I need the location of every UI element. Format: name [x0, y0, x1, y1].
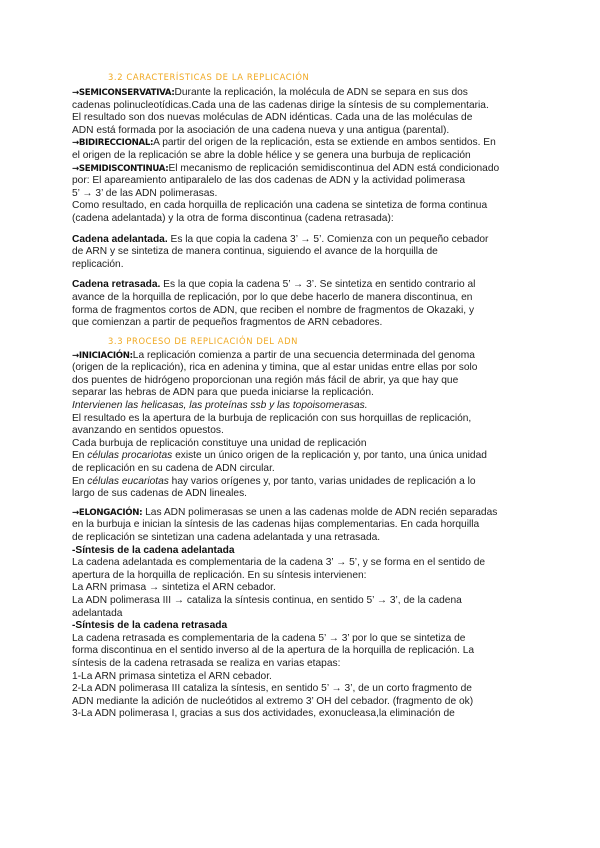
paragraph-line: apertura de la horquilla de replicación. En su síntesis intervienen:	[72, 569, 367, 581]
paragraph-line: cadenas polinucleotídicas.Cada una de las cadenas dirige la síntesis de su complementaria.	[72, 99, 489, 111]
paragraph-line: Como resultado, en cada horquilla de replicación una cadena se sintetiza de forma continua	[72, 200, 488, 212]
term-cadena-adelantada: Cadena adelantada.	[72, 233, 168, 245]
paragraph-line: 5’ → 3’ de las ADN polimerasas.	[72, 187, 218, 199]
paragraph-line: que comienzan a partir de pequeños fragmentos de ARN cebadores.	[72, 317, 383, 329]
paragraph-line: ADN mediante la adición de nucleótidos al extremo 3’ OH del cebador. (fragmento de ok)	[72, 695, 474, 707]
term-cadena-retrasada: Cadena retrasada.	[72, 279, 161, 291]
section-heading-characteristics: 3.2 CARACTERÍSTICAS DE LA REPLICACIÓN	[108, 72, 310, 82]
paragraph-line: →SEMICONSERVATIVA:Durante la replicación, la molécula de ADN se separa en sus dos	[72, 87, 468, 98]
subheading-sintesis-adelantada: -Síntesis de la cadena adelantada	[72, 544, 235, 556]
paragraph-line: En células eucariotas hay varios orígenes y, por tanto, varias unidades de replicación a lo	[72, 475, 476, 487]
paragraph-line: síntesis de la cadena retrasada se realiza en varias etapas:	[72, 657, 341, 669]
paragraph-line: forma discontinua en el sentido inverso al de la apertura de la horquilla de replicación. La	[72, 645, 475, 657]
paragraph-line: Cada burbuja de replicación constituye una unidad de replicación	[72, 437, 367, 449]
paragraph-line: ADN está formada por la asociación de una cadena nueva y una antigua (parental).	[72, 124, 450, 136]
paragraph-line: 1-La ARN primasa sintetiza el ARN cebador.	[72, 670, 272, 682]
paragraph-line: el origen de la replicación se abre la doble hélice y se genera una burbuja de replicación	[72, 149, 471, 161]
tag-semidiscontinua: →SEMIDISCONTINUA:	[72, 163, 169, 174]
paragraph-line: de replicación se sintetizan una cadena adelantada y una retrasada.	[72, 532, 381, 543]
paragraph-line: replicación.	[72, 258, 124, 270]
paragraph-line: En células procariotas existe un único origen de la replicación y, por tanto, una única unidad	[72, 450, 487, 462]
paragraph-line: adelantada	[72, 607, 123, 619]
tag-bidireccional: →BIDIRECCIONAL:	[72, 138, 154, 149]
paragraph-line: dos puentes de hidrógeno proporcionan una región más fácil de abrir, ya que hay que	[72, 374, 459, 386]
paragraph-line: La ARN primasa → sintetiza el ARN cebador.	[72, 582, 276, 594]
paragraph-line: Intervienen las helicasas, las proteínas ssb y las topoisomerasas.	[72, 400, 368, 412]
paragraph-line: forma de fragmentos cortos de ADN, que reciben el nombre de fragmentos de Okazaki, y	[72, 304, 475, 316]
paragraph-line: →SEMIDISCONTINUA:El mecanismo de replicación semidiscontinua del ADN está condicionado	[72, 162, 500, 174]
paragraph-line: →ELONGACIÓN: Las ADN polimerasas se unen a las cadenas molde de ADN recién separadas	[72, 506, 498, 518]
paragraph-line: de ARN y se sintetiza de manera continua, siguiendo el avance de la horquilla de	[72, 246, 438, 258]
paragraph-line: 2-La ADN polimerasa III cataliza la síntesis, en sentido 5’ → 3’, de un corto fragmento de	[72, 683, 472, 695]
paragraph-line: separar las hebras de ADN para que pueda iniciarse la replicación.	[72, 387, 374, 399]
document-page	[72, 70, 528, 721]
paragraph-line: largo de sus cadenas de ADN lineales.	[72, 488, 247, 500]
paragraph-line: →BIDIRECCIONAL:A partir del origen de la replicación, esta se extiende en ambos sentidos. En	[72, 137, 496, 149]
paragraph-line: Cadena adelantada. Es la que copia la cadena 3’ → 5’. Comienza con un pequeño cebador	[72, 233, 489, 245]
paragraph-line: Cadena retrasada. Es la que copia la cadena 5’ → 3’. Se sintetiza en sentido contrario al	[72, 279, 476, 291]
paragraph-line: El resultado son dos nuevas moléculas de ADN idénticas. Cada una de las moléculas de	[72, 112, 473, 124]
paragraph-line: La ADN polimerasa III → cataliza la síntesis continua, en sentido 5’ → 3’, de la cadena	[72, 594, 462, 606]
section-heading-process: 3.3 PROCESO DE REPLICACIÓN DEL ADN	[108, 335, 299, 346]
tag-semiconservativa: →SEMICONSERVATIVA:	[72, 88, 175, 98]
paragraph-line: (origen de la replicación), rica en adenina y timina, que al estar unidas entre ellas por solo	[72, 362, 478, 374]
paragraph-line: La cadena retrasada es complementaria de la cadena 5’ → 3’ por lo que se sintetiza de	[72, 632, 466, 644]
paragraph-line: de replicación en su cadena de ADN circular.	[72, 463, 275, 475]
paragraph-line: La cadena adelantada es complementaria de la cadena 3’ → 5’, y se forma en el sentido de	[72, 557, 486, 569]
subheading-sintesis-retrasada: -Síntesis de la cadena retrasada	[72, 620, 228, 632]
paragraph-line: en la burbuja e inician la síntesis de las cadenas hijas complementarias. En cada horquilla	[72, 519, 480, 531]
tag-iniciacion: →INICIACIÓN:	[72, 350, 133, 361]
paragraph-line: El resultado es la apertura de la burbuja de replicación con sus horquillas de replicación,	[72, 412, 472, 424]
paragraph-line: 3-La ADN polimerasa I, gracias a sus dos actividades, exonucleasa,la eliminación de	[72, 708, 455, 720]
paragraph-line: (cadena adelantada) y la otra de forma discontinua (cadena retrasada):	[72, 212, 394, 224]
paragraph-line: avanzando en sentidos opuestos.	[72, 425, 224, 437]
tag-elongacion: →ELONGACIÓN:	[72, 507, 143, 518]
paragraph-line: por: El apareamiento antiparalelo de las dos cadenas de ADN y la actividad polimerasa	[72, 175, 466, 187]
paragraph-line: →INICIACIÓN:La replicación comienza a partir de una secuencia determinada del genoma	[72, 349, 475, 361]
paragraph-line: avance de la horquilla de replicación, por lo que debe hacerlo de manera discontinua, en	[72, 291, 473, 303]
